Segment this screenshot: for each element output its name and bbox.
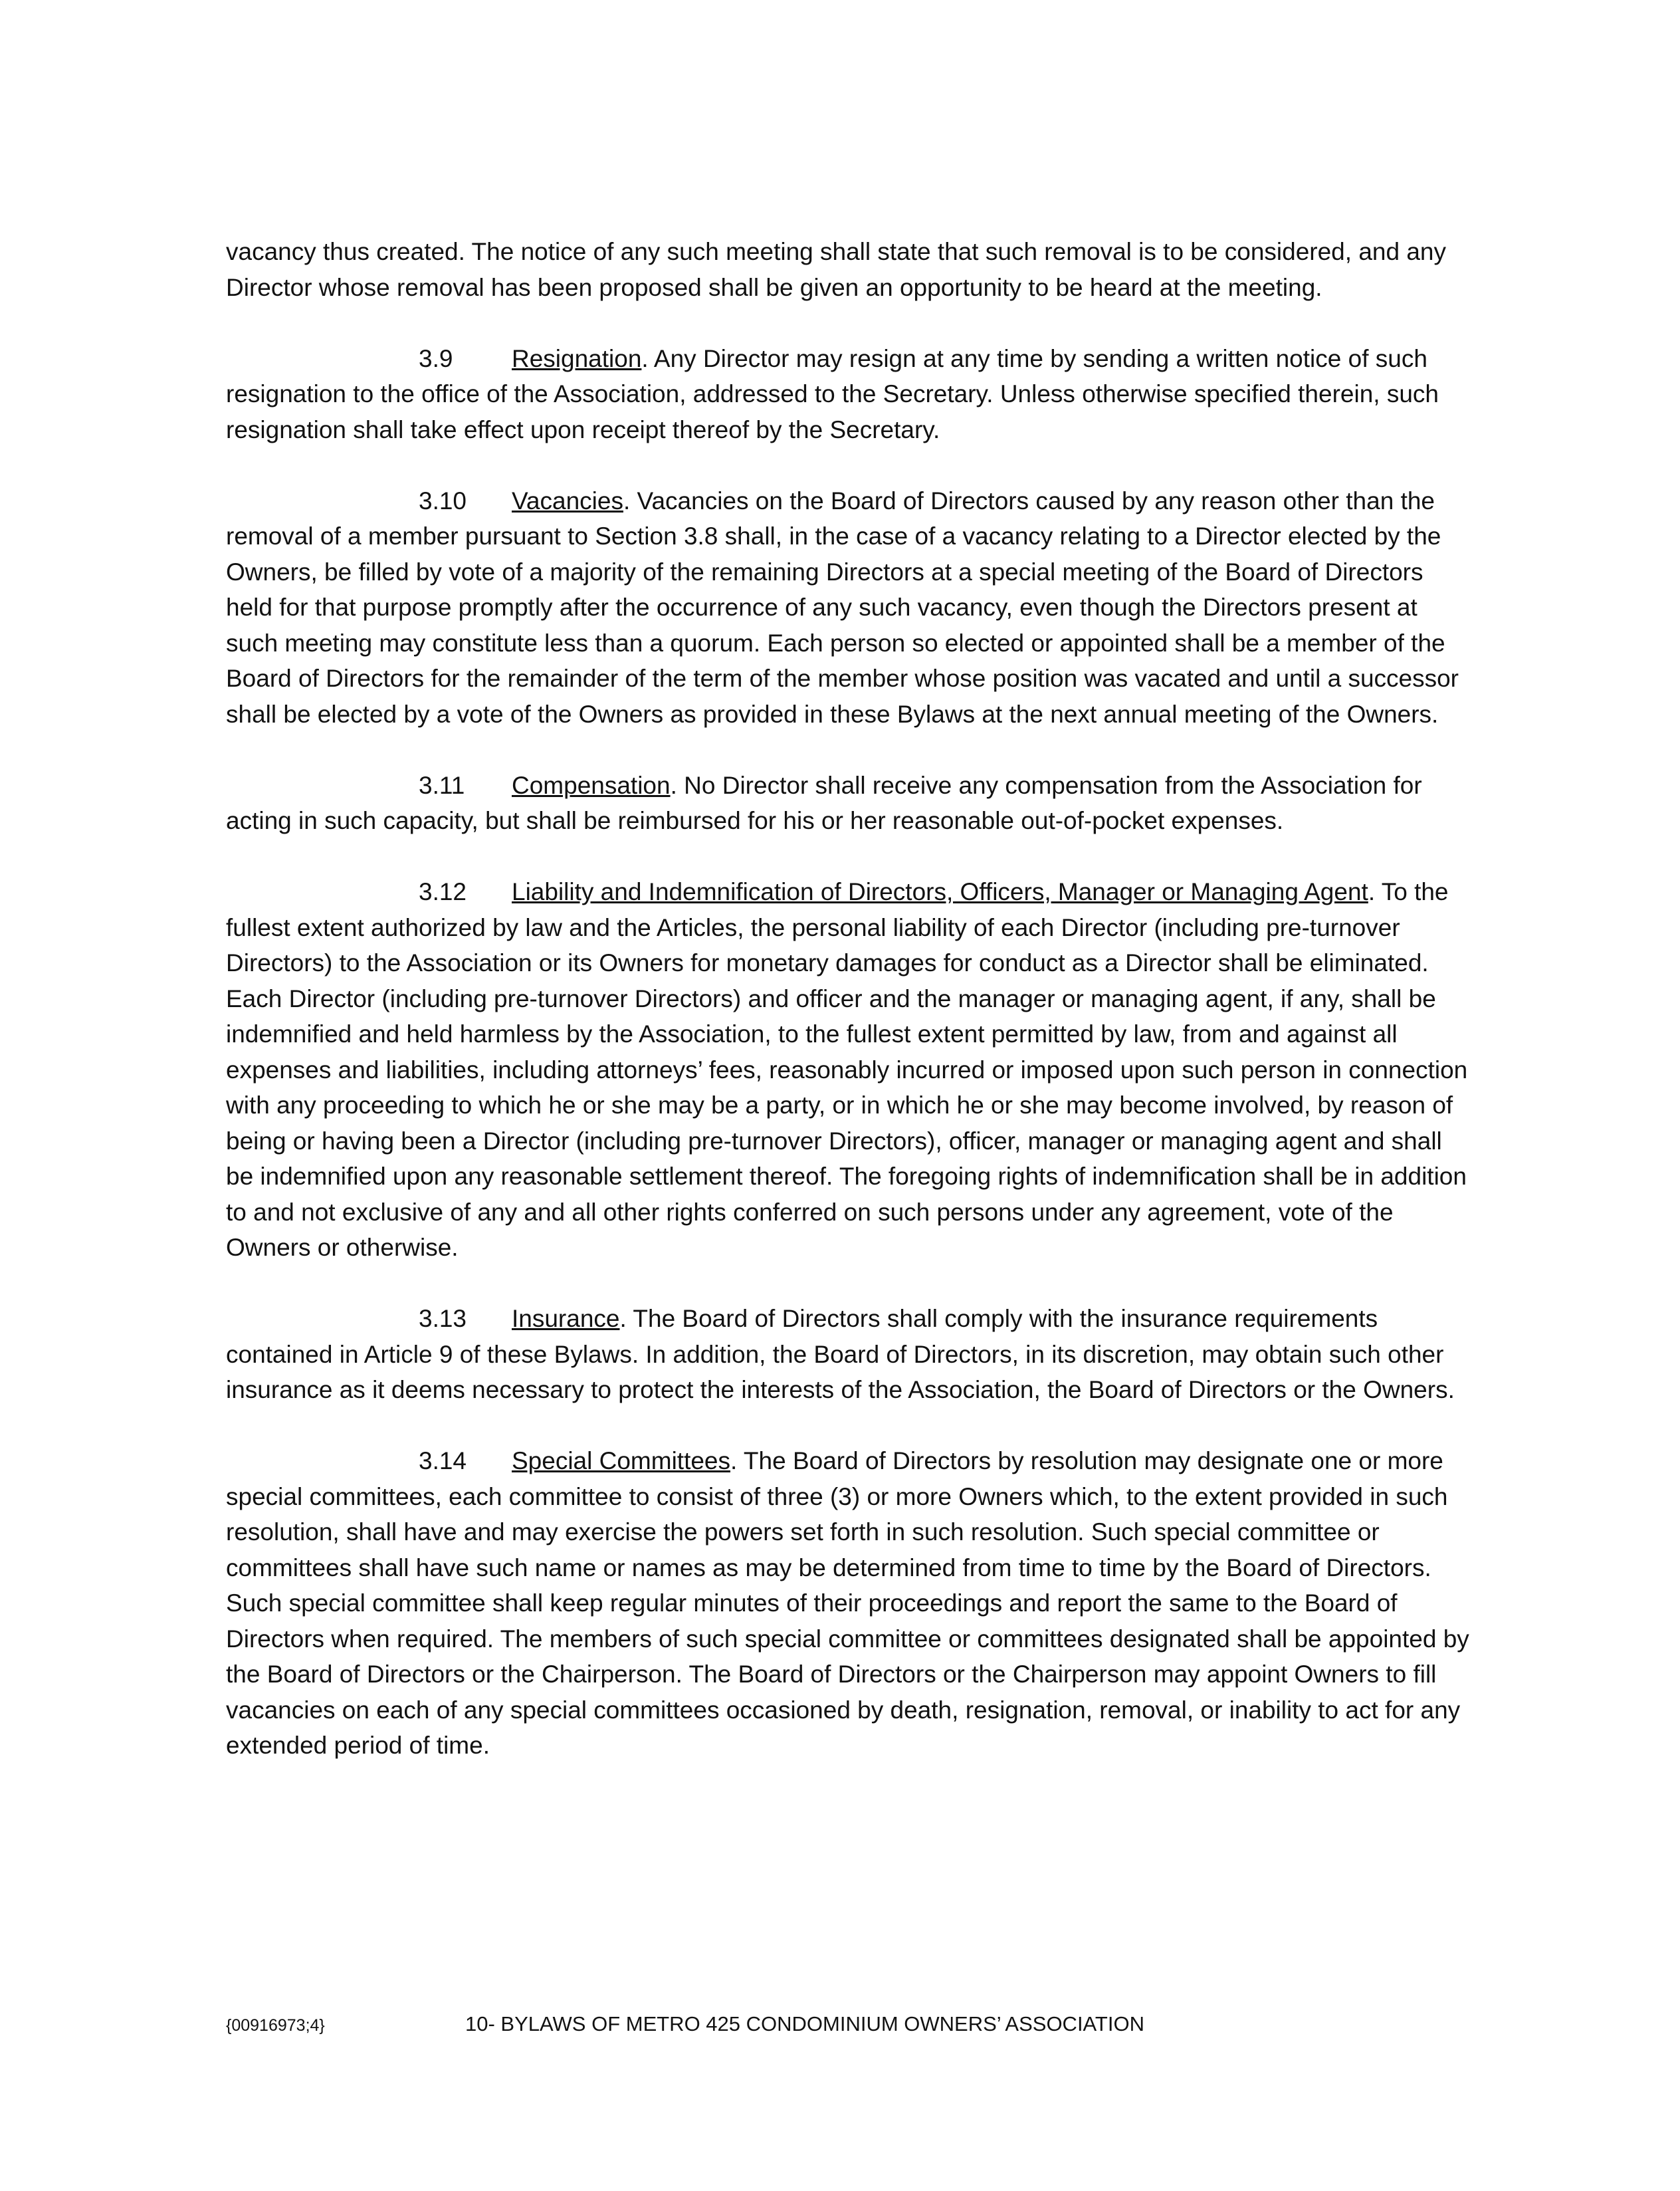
- section-3-13: [226, 1301, 1475, 1408]
- document-id: {00916973;4}: [226, 2016, 325, 2035]
- section-heading: Special Committees: [512, 1447, 731, 1474]
- section-heading: Compensation: [512, 771, 671, 799]
- section-text: . The Board of Directors by resolution may designate one or more special committees, each committee to consist of three (3) or more Owners which, to the extent provided in such resolution, shall have and may exercise the powers set forth in such resolution. Such special committee or committees shall have such name or names as may be determined from time to time by the Board of Directors. Such special committee shall keep regular minutes of their proceedings and report the same to the Board of Directors when required. The members of such special committee or committees designated shall be appointed by the Board of Directors or the Chairperson. The Board of Directors or the Chairperson may appoint Owners to fill vacancies on each of any special committees occasioned by death, resignation, removal, or inability to act for any extended period of time.: [226, 1447, 1469, 1759]
- section-number: 3.10: [419, 487, 467, 515]
- section-heading: Vacancies: [512, 487, 623, 515]
- document-body: [226, 234, 1475, 1799]
- section-3-10: [226, 483, 1475, 733]
- section-text: . To the fullest extent authorized by law and the Articles, the personal liability of each Director (including pre-turnover Directors) to the Association or its Owners for monetary damages for conduct as a Director shall be eliminated. Each Director (including pre-turnover Directors) and officer and the manager or managing agent, if any, shall be indemnified and held harmless by the Association, to the fullest extent permitted by law, from and against all expenses and liabilities, including attorneys’ fees, reasonably incurred or imposed upon such person in connection with any proceeding to which he or she may be a party, or in which he or she may become involved, by reason of being or having been a Director (including pre-turnover Directors), officer, manager or managing agent and shall be indemnified upon any reasonable settlement thereof. The foregoing rights of indemnification shall be in addition to and not exclusive of any and all other rights conferred on such persons under any agreement, vote of the Owners or otherwise.: [226, 878, 1468, 1261]
- section-3-14: [226, 1443, 1475, 1764]
- section-number: 3.13: [419, 1305, 467, 1332]
- section-heading: Resignation: [512, 344, 642, 372]
- section-3-9: [226, 341, 1475, 448]
- page-footer: [226, 2011, 1489, 2039]
- section-number: 3.14: [419, 1447, 467, 1474]
- footer-title: 10- BYLAWS OF METRO 425 CONDOMINIUM OWNERS’ ASSOCIATION: [465, 2012, 1144, 2035]
- section-text: . Any Director may resign at any time by sending a written notice of such resignation to the office of the Association, addressed to the Secretary. Unless otherwise specified therein, such resignation shall take effect upon receipt thereof by the Secretary.: [226, 344, 1439, 443]
- paragraph-continuation: [226, 234, 1475, 305]
- section-number: 3.9: [419, 344, 453, 372]
- section-text: . Vacancies on the Board of Directors caused by any reason other than the removal of a member pursuant to Section 3.8 shall, in the case of a vacancy relating to a Director elected by the Owners, be filled by vote of a majority of the remaining Directors at a special meeting of the Board of Directors held for that purpose promptly after the occurrence of any such vacancy, even though the Directors present at such meeting may constitute less than a quorum. Each person so elected or appointed shall be a member of the Board of Directors for the remainder of the term of the member whose position was vacated and until a successor shall be elected by a vote of the Owners as provided in these Bylaws at the next annual meeting of the Owners.: [226, 487, 1459, 728]
- section-3-12: [226, 874, 1475, 1266]
- section-number: 3.11: [419, 771, 465, 799]
- section-text: . No Director shall receive any compensation from the Association for acting in such capacity, but shall be reimbursed for his or her reasonable out-of-pocket expenses.: [226, 771, 1422, 834]
- section-text: . The Board of Directors shall comply with the insurance requirements contained in Article 9 of these Bylaws. In addition, the Board of Directors, in its discretion, may obtain such other insurance as it deems necessary to protect the interests of the Association, the Board of Directors or the Owners.: [226, 1305, 1455, 1403]
- section-number: 3.12: [419, 878, 467, 905]
- section-heading: Liability and Indemnification of Directors, Officers, Manager or Managing Agent: [512, 878, 1368, 905]
- section-3-11: [226, 768, 1475, 839]
- section-heading: Insurance: [512, 1305, 620, 1332]
- paragraph-text: vacancy thus created. The notice of any such meeting shall state that such removal is to be considered, and any Director whose removal has been proposed shall be given an opportunity to be heard at the meeting.: [226, 238, 1446, 301]
